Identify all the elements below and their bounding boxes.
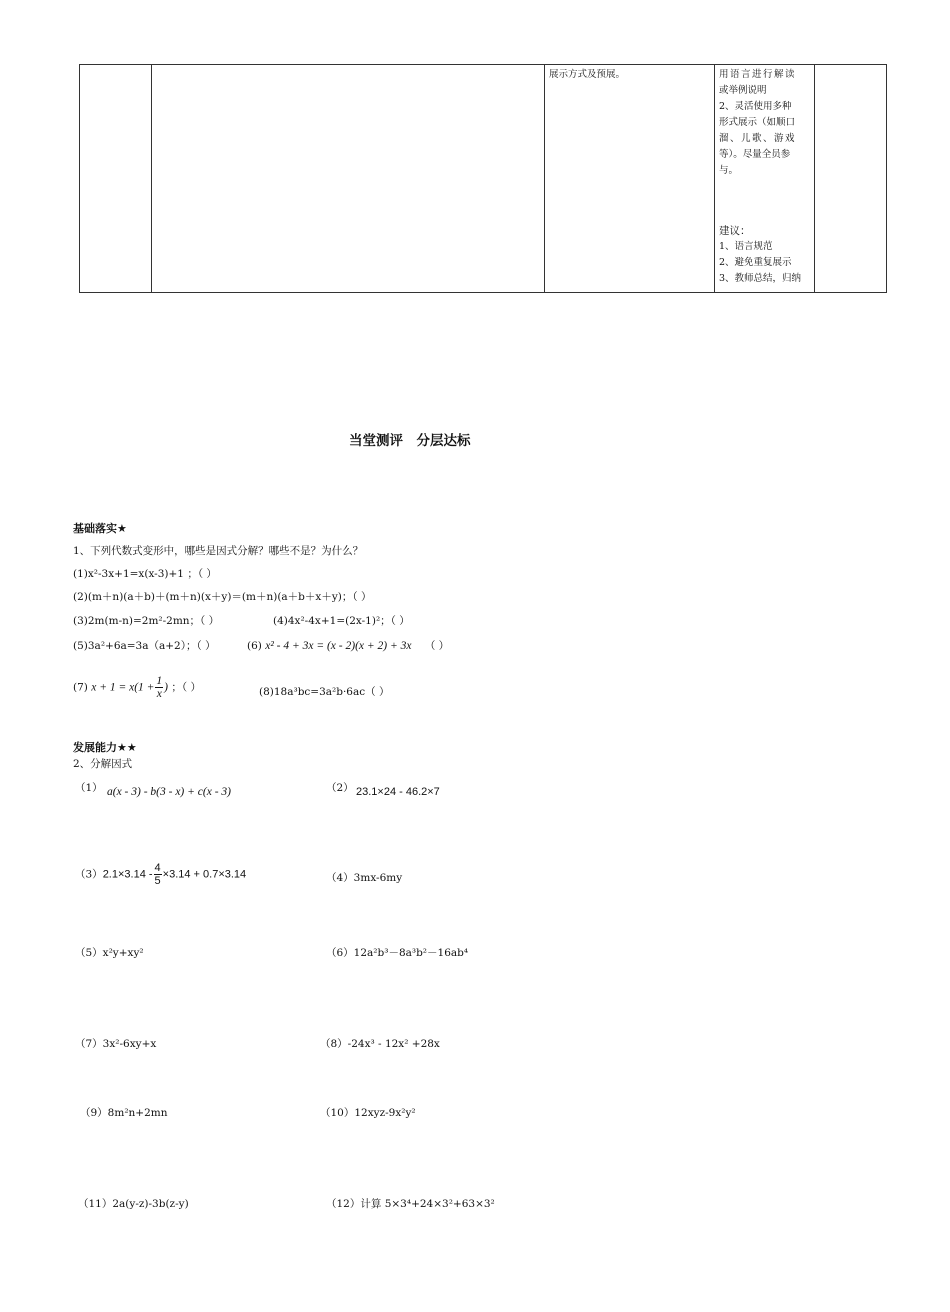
q1-item-8: (8)18a³bc=3a²b·6ac（ ） [259,686,390,698]
problem-7: （7）3x²-6xy+x [75,1038,157,1050]
table-cell-5 [815,65,887,293]
note-line: 等）。尽量全员参 [719,149,791,160]
q1-item-1: (1)x²-3x+1=x(x-3)+1 ；（ ） [73,568,217,580]
question-1: 1、下列代数式变形中，哪些是因式分解？哪些不是？为什么？ [73,545,364,557]
problem-5: （5）x²y+xy² [75,947,144,959]
p3-label: （3） [75,868,103,881]
problem-10: （10）12xyz-9x²y² [320,1107,416,1119]
problem-11: （11）2a(y-z)-3b(z-y) [78,1198,189,1210]
question-2: 2、分解因式 [73,758,133,770]
p3-part-b: ×3.14 + 0.7×3.14 [162,868,247,881]
note-line: 用语言进行解读 [719,69,797,80]
table-cell-2 [152,65,545,293]
suggest-line: 2、避免重复展示 [719,257,792,268]
p2-formula: 23.1×24 - 46.2×7 [356,786,440,798]
table-cell-1 [80,65,152,293]
q1-item-3: (3)2m(m-n)=2m²-2mn；（ ） [73,615,220,627]
q1-item-5: (5)3a²+6a=3a（a+2）；（ ） [73,640,216,652]
fraction-numerator: 4 [154,862,161,874]
problem-12: （12）计算 5×3⁴+24×3²+63×3² [326,1198,495,1210]
suggest-line: 3、教师总结，归纳 [719,273,802,284]
problem-6: （6）12a²b³－8a³b²－16ab⁴ [326,947,469,959]
note-line: 2、灵活使用多种 [719,101,792,112]
note-line: 或举例说明 [719,85,767,96]
item-6-formula: x² - 4 + 3x = (x - 2)(x + 2) + 3x [265,640,412,652]
suggest-line: 1、语言规范 [719,241,773,252]
q1-item-4: (4)4x²-4x+1=(2x-1)²；（ ） [273,615,410,627]
item-7-answer: ；（ ） [171,681,201,694]
p1-formula: a(x - 3) - b(3 - x) + c(x - 3) [107,786,231,798]
problem-8: （8）-24x³ - 12x² +28x [320,1038,440,1050]
section-heading-basic: 基础落实★ [73,522,127,535]
fraction-denominator: 5 [154,875,161,887]
item-6-answer: （ ） [424,640,450,652]
item-7-rhs: ) [164,681,169,694]
q1-item-2: (2)(m＋n)(a＋b)＋(m＋n)(x＋y)＝(m＋n)(a＋b＋x＋y)；（ ） [73,591,372,603]
problem-9: （9）8m²n+2mn [80,1107,168,1119]
item-7-label: (7) [73,681,88,694]
lesson-table [79,64,887,293]
note-line: 溜、儿歌、游戏 [719,133,797,144]
p3-part-a: 2.1×3.14 - [102,868,153,881]
table-cell-4 [715,65,815,293]
item-7-lhs: x + 1 = x(1 + [91,681,155,694]
item-7-fraction [155,675,163,700]
p2-label: （2） [326,782,354,794]
fraction-denominator: x [156,688,162,700]
p1-label: （1） [75,782,103,794]
page-title: 当堂测评 分层达标 [349,433,471,449]
section-heading-develop: 发展能力★★ [73,741,137,754]
p3-fraction [154,862,162,887]
suggest-title: 建议： [719,225,751,237]
problem-4: （4）3mx-6my [326,872,403,884]
fraction-numerator: 1 [156,675,163,687]
note-line: 形式展示（如顺口 [719,117,796,128]
note-line: 与。 [719,165,739,176]
item-6-label: (6) [247,640,262,652]
display-method-text: 展示方式及预展。 [549,69,626,80]
q1-item-6 [247,638,449,653]
table-cell-3 [545,65,715,293]
q1-item-7 [73,675,201,700]
problem-3 [75,862,246,887]
